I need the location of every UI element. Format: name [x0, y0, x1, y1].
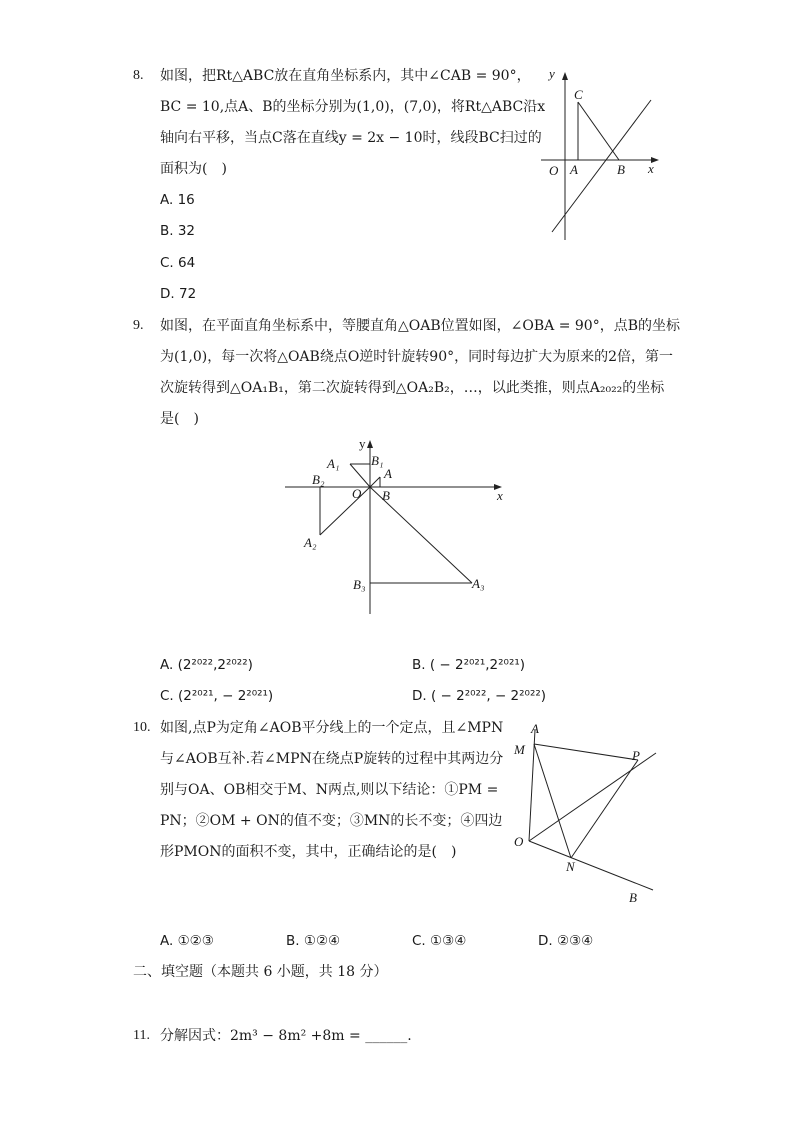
q10-figure	[508, 718, 664, 910]
q10-line-3: 别与OA、OB相交于M、N两点,则以下结论：①PM =	[160, 782, 499, 798]
q9-label-b: B	[382, 488, 390, 503]
q10-number: 10.	[133, 720, 151, 735]
q9-line-4: 是( )	[160, 411, 199, 427]
q9-label-b1: B₁	[371, 453, 384, 468]
q10-label-o: O	[514, 834, 524, 849]
q10-pn	[571, 760, 638, 858]
q8-label-y: y	[549, 66, 555, 81]
q8-option-a[interactable]: A. 16	[160, 192, 195, 208]
q10-line-5: 形PMON的面积不变，其中，正确结论的是( )	[160, 844, 457, 860]
q8-number: 8.	[133, 68, 144, 83]
q8-label-a: A	[570, 162, 578, 177]
q9-line-3: 次旋转得到△OA₁B₁，第二次旋转得到△OA₂B₂，…，以此类推，则点A₂₀₂₂的坐标	[160, 380, 665, 396]
q9-line-1: 如图，在平面直角坐标系中，等腰直角△OAB位置如图，∠OBA = 90°，点B的坐标	[160, 318, 680, 334]
q10-line-4: PN；②OM + ON的值不变；③MN的长不变；④四边	[160, 813, 503, 829]
q10-label-b: B	[629, 890, 637, 905]
q9-label-b3: B₃	[353, 577, 366, 592]
q8-line-y2x	[552, 100, 651, 232]
q9-label-y: y	[359, 436, 366, 451]
q9-oa	[370, 477, 380, 487]
q10-label-a: A	[531, 721, 539, 736]
q8-option-d[interactable]: D. 72	[160, 286, 197, 302]
q9-option-c[interactable]: C. (2²⁰²¹, − 2²⁰²¹)	[160, 688, 274, 704]
q9-line-2: 为(1,0)，每一次将△OAB绕点O逆时针旋转90°，同时每边扩大为原来的2倍，第一	[160, 349, 674, 365]
q8-label-b: B	[617, 162, 625, 177]
q10-ray-ob	[529, 841, 653, 890]
q9-label-a2: A₂	[304, 535, 317, 550]
q10-option-a[interactable]: A. ①②③	[160, 933, 214, 949]
q11-number: 11.	[133, 1028, 150, 1043]
q10-label-n: N	[566, 859, 575, 874]
q10-line-2: 与∠AOB互补.若∠MPN在绕点P旋转的过程中其两边分	[160, 751, 504, 767]
q10-ray-oa	[529, 730, 535, 841]
q10-mn	[534, 744, 571, 858]
q8-figure	[535, 62, 665, 244]
q8-line-1: 如图，把Rt△ABC放在直角坐标系内，其中∠CAB = 90°，	[160, 68, 531, 84]
q9-y-arrow	[367, 440, 373, 448]
q9-label-a3: A₃	[472, 576, 485, 591]
section-title-fill-in: 二、填空题（本题共 6 小题，共 18 分）	[133, 964, 388, 980]
q11-text: 分解因式：2m³ − 8m² +8m = ______.	[160, 1028, 412, 1044]
q8-line-2: BC = 10,点A、B的坐标分别为(1,0)，(7,0)，将Rt△ABC沿x	[160, 99, 546, 115]
q9-figure	[282, 432, 514, 617]
q8-label-o: O	[549, 163, 559, 178]
q9-label-a: A	[384, 466, 392, 481]
q10-bisector-op	[529, 753, 656, 841]
q9-option-b[interactable]: B. ( − 2²⁰²¹,2²⁰²¹)	[412, 657, 526, 673]
q10-label-m: M	[514, 742, 525, 757]
q10-pm	[534, 744, 638, 760]
q8-line-3: 轴向右平移，当点C落在直线y = 2x − 10时，线段BC扫过的	[160, 130, 542, 146]
q8-line-4: 面积为( )	[160, 161, 227, 177]
q10-label-p: P	[632, 748, 640, 763]
q10-option-c[interactable]: C. ①③④	[412, 933, 467, 949]
q8-label-c: C	[574, 87, 583, 102]
q8-option-c[interactable]: C. 64	[160, 255, 196, 271]
q9-option-d[interactable]: D. ( − 2²⁰²², − 2²⁰²²)	[412, 688, 547, 704]
q8-label-x: x	[648, 161, 654, 176]
q9-label-o: O	[352, 486, 362, 501]
q9-oa1	[350, 464, 370, 487]
q9-label-a1: A₁	[327, 456, 340, 471]
q10-line-1: 如图,点P为定角∠AOB平分线上的一个定点，且∠MPN	[160, 720, 504, 736]
q9-option-a[interactable]: A. (2²⁰²²,2²⁰²²)	[160, 657, 253, 673]
q9-label-x: x	[497, 488, 503, 503]
q9-label-b2: B₂	[312, 472, 325, 487]
q9-number: 9.	[133, 318, 144, 333]
q10-option-d[interactable]: D. ②③④	[538, 933, 594, 949]
q10-option-b[interactable]: B. ①②④	[286, 933, 341, 949]
q9-oa2	[320, 487, 370, 535]
q8-y-arrow	[562, 72, 568, 80]
q8-option-b[interactable]: B. 32	[160, 223, 196, 239]
